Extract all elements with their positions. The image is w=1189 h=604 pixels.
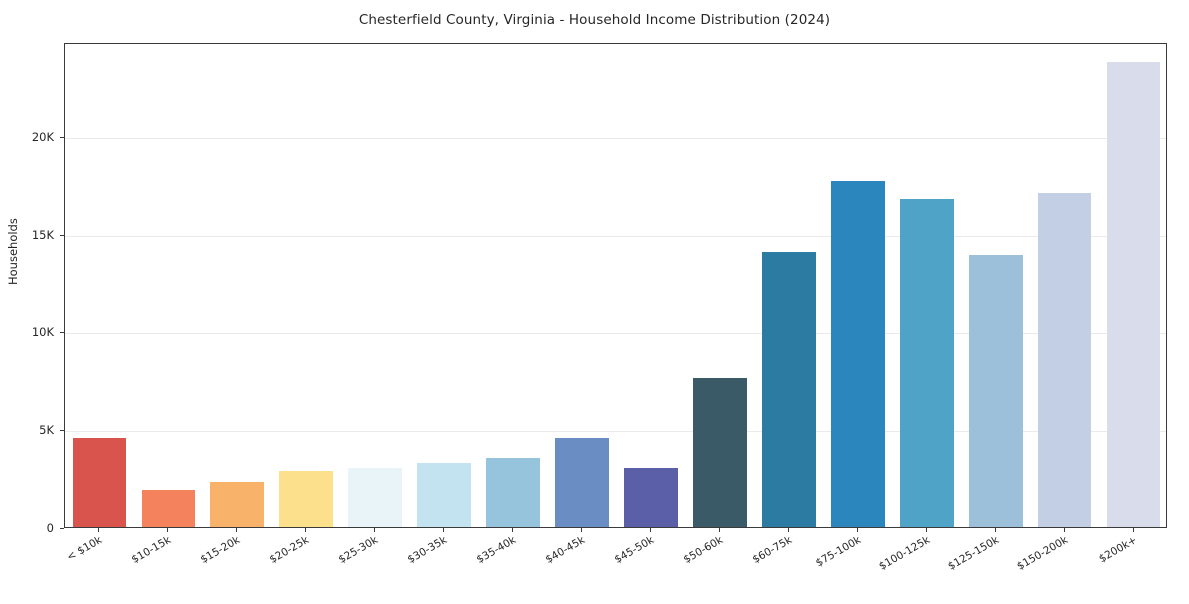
chart-title: Chesterfield County, Virginia - Household Income Distribution (2024) — [358, 12, 831, 28]
x-tick-mark — [443, 528, 444, 532]
x-tick-label: < $10k — [65, 534, 105, 564]
y-tick-label: 20K — [31, 129, 54, 144]
x-tick-label: $200k+ — [1096, 534, 1139, 566]
y-tick-label: 15K — [31, 227, 54, 242]
x-tick-label: $40-45k — [543, 534, 588, 567]
x-tick-label: $35-40k — [474, 534, 519, 567]
x-tick-label: $20-25k — [267, 534, 312, 567]
bar — [1107, 62, 1161, 527]
bar — [1038, 193, 1092, 527]
bar — [762, 252, 816, 527]
x-tick-mark — [719, 528, 720, 532]
x-tick-mark — [1133, 528, 1134, 532]
y-tick-mark — [60, 332, 64, 333]
y-tick-mark — [60, 528, 64, 529]
bar — [486, 458, 540, 527]
bar — [555, 438, 609, 527]
bar — [831, 181, 885, 527]
bar — [210, 482, 264, 527]
x-tick-mark — [236, 528, 237, 532]
x-tick-label: $25-30k — [336, 534, 381, 567]
y-tick-mark — [60, 430, 64, 431]
y-tick-label: 5K — [39, 423, 54, 438]
x-tick-mark — [650, 528, 651, 532]
plot-area — [64, 43, 1167, 528]
x-tick-mark — [995, 528, 996, 532]
bar — [969, 255, 1023, 527]
x-tick-label: $150-200k — [1014, 534, 1070, 573]
y-tick-mark — [60, 137, 64, 138]
bar — [142, 490, 196, 527]
x-tick-mark — [98, 528, 99, 532]
bar — [73, 438, 127, 527]
x-tick-mark — [857, 528, 858, 532]
bar — [417, 463, 471, 527]
bar — [279, 471, 333, 527]
x-tick-label: $30-35k — [405, 534, 450, 567]
y-tick-label: 0 — [46, 521, 54, 535]
x-tick-label: $75-100k — [813, 534, 863, 570]
bar — [348, 468, 402, 527]
x-tick-label: $60-75k — [750, 534, 794, 567]
bar — [693, 378, 747, 527]
x-tick-mark — [1064, 528, 1065, 532]
y-axis-label: Households — [6, 218, 20, 285]
x-tick-label: $100-125k — [876, 534, 932, 573]
x-tick-mark — [167, 528, 168, 532]
x-tick-mark — [305, 528, 306, 532]
x-tick-label: $10-15k — [129, 534, 174, 567]
y-tick-label: 10K — [31, 325, 54, 340]
bar — [624, 468, 678, 527]
y-tick-mark — [60, 235, 64, 236]
x-tick-mark — [788, 528, 789, 532]
bar-series — [65, 44, 1166, 527]
x-tick-mark — [374, 528, 375, 532]
x-tick-mark — [581, 528, 582, 532]
x-tick-mark — [512, 528, 513, 532]
x-tick-mark — [926, 528, 927, 532]
x-tick-label: $50-60k — [681, 534, 725, 567]
x-tick-label: $45-50k — [612, 534, 656, 567]
x-tick-label: $125-150k — [945, 534, 1001, 573]
bar — [900, 199, 954, 527]
x-tick-label: $15-20k — [198, 534, 243, 567]
